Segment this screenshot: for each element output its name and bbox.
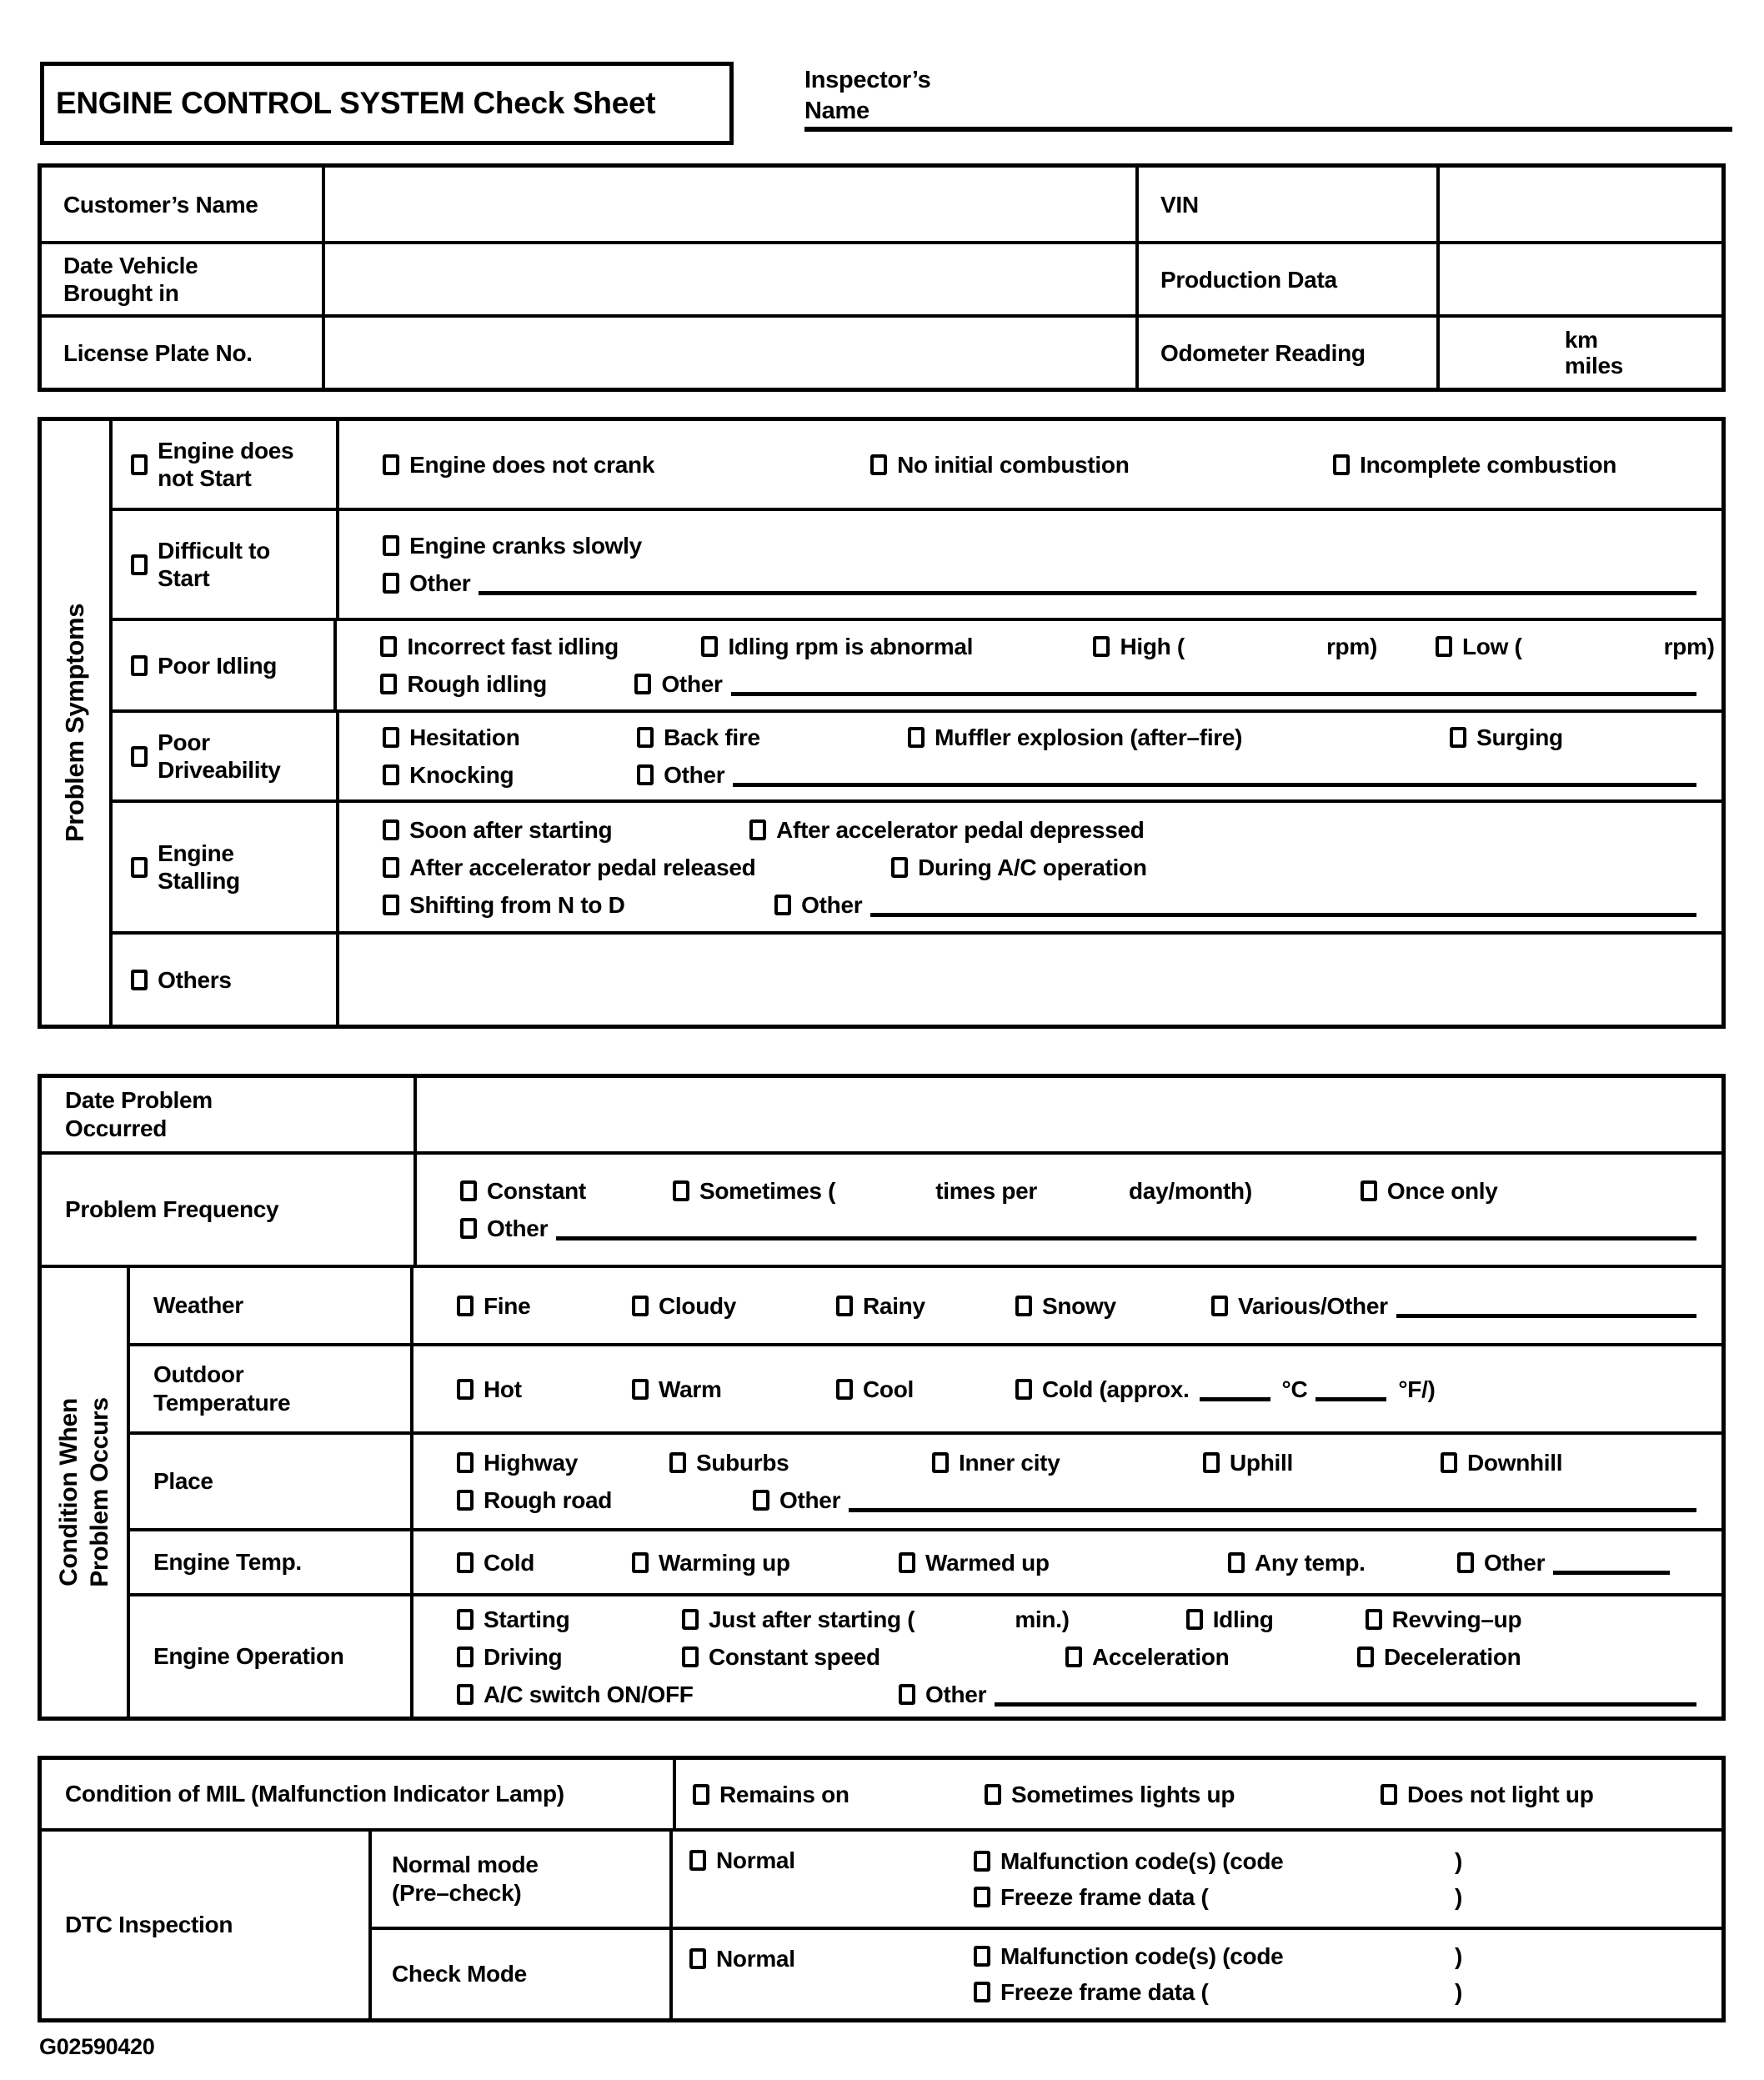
option-label: rpm) bbox=[1663, 634, 1715, 659]
write-in-line[interactable] bbox=[995, 1685, 1696, 1707]
field-label: Weather bbox=[153, 1292, 243, 1318]
checkbox-icon[interactable] bbox=[1015, 1296, 1032, 1316]
checkbox-icon[interactable] bbox=[682, 1646, 699, 1667]
checkbox-icon[interactable] bbox=[457, 1609, 474, 1630]
customer-info-table bbox=[38, 163, 1726, 392]
option-label: Other bbox=[664, 762, 725, 788]
field-label: Normal mode (Pre–check) bbox=[392, 1852, 539, 1906]
checkbox-icon[interactable] bbox=[383, 764, 399, 785]
checkbox-icon[interactable] bbox=[457, 1296, 474, 1316]
checkbox-icon[interactable] bbox=[457, 1452, 474, 1473]
option-label: High ( bbox=[1120, 634, 1185, 659]
option-label: During A/C operation bbox=[918, 854, 1147, 880]
option-label: After accelerator pedal released bbox=[409, 854, 756, 880]
category-engine-does-not-start bbox=[113, 421, 339, 508]
dtc-inspection-label-cell bbox=[42, 1832, 372, 2018]
checkbox-icon[interactable] bbox=[701, 636, 718, 657]
option-label: Snowy bbox=[1042, 1292, 1116, 1319]
field-label: Odometer Reading bbox=[1160, 339, 1366, 366]
engine-temp-label-cell bbox=[130, 1531, 413, 1593]
option-label: Constant speed bbox=[709, 1643, 880, 1670]
field-label: Production Data bbox=[1160, 266, 1337, 293]
option-label: Just after starting ( bbox=[709, 1606, 915, 1632]
option-label: Warm bbox=[659, 1376, 722, 1402]
weather-label-cell bbox=[130, 1268, 413, 1343]
option-label: Cold bbox=[484, 1549, 535, 1576]
option-label: Other bbox=[661, 671, 723, 697]
write-in-line[interactable] bbox=[479, 574, 1696, 595]
figure-code: G02590420 bbox=[39, 2034, 155, 2059]
checkbox-icon[interactable] bbox=[457, 1684, 474, 1705]
problem-symptoms-section-label: Problem Symptoms bbox=[60, 603, 90, 843]
option-label: ) bbox=[1455, 1884, 1463, 1910]
option-label: Highway bbox=[484, 1450, 579, 1476]
option-label: No initial combustion bbox=[897, 451, 1130, 478]
checkbox-icon[interactable] bbox=[383, 535, 399, 556]
checkbox-icon[interactable] bbox=[637, 764, 654, 785]
category-poor-idling bbox=[113, 621, 337, 709]
option-label: Remains on bbox=[719, 1781, 849, 1807]
problem-frequency-label-cell bbox=[42, 1155, 417, 1265]
option-label: Warmed up bbox=[925, 1549, 1050, 1576]
write-in-line[interactable] bbox=[1553, 1553, 1670, 1575]
checkbox-icon[interactable] bbox=[383, 573, 399, 594]
option-label: Sometimes ( bbox=[699, 1178, 836, 1204]
unit-km: km bbox=[1564, 327, 1598, 353]
condition-strip bbox=[42, 1268, 130, 1717]
option-label: Fine bbox=[484, 1292, 531, 1319]
checkbox-icon[interactable] bbox=[637, 727, 654, 748]
option-label: Normal bbox=[716, 1847, 795, 1873]
checkbox-icon[interactable] bbox=[753, 1490, 769, 1511]
mil-condition-label-cell bbox=[42, 1760, 676, 1828]
checkbox-icon[interactable] bbox=[1436, 636, 1452, 657]
field-label: Outdoor Temperature bbox=[153, 1361, 291, 1416]
checkbox-icon[interactable] bbox=[682, 1609, 699, 1630]
checkbox-icon[interactable] bbox=[899, 1552, 915, 1573]
option-label: Cold (approx. bbox=[1042, 1376, 1190, 1402]
option-label: Other bbox=[487, 1215, 549, 1241]
category-others bbox=[113, 935, 339, 1025]
odometer-label-cell bbox=[1139, 318, 1440, 388]
checkbox-icon[interactable] bbox=[131, 454, 148, 475]
checkbox-icon[interactable] bbox=[1065, 1646, 1082, 1667]
option-label: rpm) bbox=[1326, 634, 1377, 659]
field-label: Place bbox=[153, 1468, 213, 1494]
field-label: Engine Temp. bbox=[153, 1549, 302, 1575]
write-in-line[interactable] bbox=[733, 765, 1696, 787]
checkbox-icon[interactable] bbox=[1366, 1609, 1382, 1630]
field-label: Date Problem Occurred bbox=[65, 1087, 213, 1141]
page-title bbox=[40, 62, 734, 145]
checkbox-icon[interactable] bbox=[899, 1684, 915, 1705]
checkbox-icon[interactable] bbox=[457, 1490, 474, 1511]
outdoor-temperature-label-cell bbox=[130, 1346, 413, 1431]
option-label: Other bbox=[409, 570, 471, 596]
option-label: Any temp. bbox=[1255, 1549, 1366, 1576]
condition-section-label bbox=[53, 1397, 115, 1587]
date-brought-in-label-cell bbox=[42, 244, 325, 314]
checkbox-icon[interactable] bbox=[131, 655, 148, 676]
checkbox-icon[interactable] bbox=[689, 1948, 706, 1969]
field-label: VIN bbox=[1160, 191, 1199, 218]
option-label: Freeze frame data ( bbox=[1000, 1979, 1209, 2005]
option-label: Other bbox=[1484, 1549, 1546, 1576]
checkbox-icon[interactable] bbox=[460, 1180, 477, 1201]
category-label: Engine Stalling bbox=[158, 840, 240, 894]
field-label: Check Mode bbox=[392, 1961, 527, 1987]
checkbox-icon[interactable] bbox=[632, 1379, 649, 1400]
option-label: Engine cranks slowly bbox=[409, 533, 642, 559]
category-label: Others bbox=[158, 966, 232, 993]
option-label: Incomplete combustion bbox=[1360, 451, 1617, 478]
field-label: Date Vehicle Brought in bbox=[63, 253, 198, 306]
option-label: Rough road bbox=[484, 1487, 613, 1513]
checkbox-icon[interactable] bbox=[131, 746, 148, 767]
checkbox-icon[interactable] bbox=[1441, 1452, 1457, 1473]
option-label: After accelerator pedal depressed bbox=[776, 816, 1145, 843]
place-label-cell bbox=[130, 1435, 413, 1528]
write-in-line[interactable] bbox=[731, 674, 1696, 696]
checkbox-icon[interactable] bbox=[974, 1982, 990, 2002]
checkbox-icon[interactable] bbox=[870, 454, 887, 475]
option-label: times per bbox=[935, 1178, 1037, 1204]
checkbox-icon[interactable] bbox=[383, 727, 399, 748]
checkbox-icon[interactable] bbox=[1211, 1296, 1228, 1316]
checkbox-icon[interactable] bbox=[836, 1296, 853, 1316]
option-label: Suburbs bbox=[696, 1450, 789, 1476]
option-label: Engine does not crank bbox=[409, 451, 655, 478]
odometer-units bbox=[1565, 327, 1623, 378]
option-label: Other bbox=[925, 1681, 987, 1707]
checkbox-icon[interactable] bbox=[380, 636, 397, 657]
field-label: Engine Operation bbox=[153, 1643, 344, 1669]
checkbox-icon[interactable] bbox=[131, 554, 148, 575]
option-label: Deceleration bbox=[1384, 1643, 1521, 1670]
option-label: Rainy bbox=[863, 1292, 925, 1319]
license-plate-label-cell bbox=[42, 318, 325, 388]
option-label: Malfunction code(s) (code bbox=[1000, 1943, 1284, 1969]
option-label: Inner city bbox=[959, 1450, 1060, 1476]
checkbox-icon[interactable] bbox=[131, 970, 148, 990]
category-poor-driveability bbox=[113, 713, 339, 799]
option-label: Surging bbox=[1476, 724, 1563, 750]
check-mode-label-cell bbox=[372, 1930, 673, 2018]
field-label: Condition of MIL (Malfunction Indicator Lamp) bbox=[65, 1781, 564, 1807]
others-detail-input[interactable] bbox=[339, 935, 1721, 1025]
category-label: Poor Driveability bbox=[158, 729, 281, 783]
checkbox-icon[interactable] bbox=[836, 1379, 853, 1400]
option-label: °C bbox=[1281, 1376, 1308, 1402]
checkbox-icon[interactable] bbox=[1361, 1180, 1377, 1201]
option-label: min.) bbox=[1015, 1606, 1070, 1632]
option-label: Sometimes lights up bbox=[1011, 1781, 1235, 1807]
checkbox-icon[interactable] bbox=[457, 1379, 474, 1400]
checkbox-icon[interactable] bbox=[383, 819, 399, 840]
option-label: Back fire bbox=[664, 724, 760, 750]
option-label: Idling rpm is abnormal bbox=[728, 634, 974, 659]
option-label: Shifting from N to D bbox=[409, 891, 625, 918]
checkbox-icon[interactable] bbox=[380, 674, 397, 694]
checkbox-icon[interactable] bbox=[673, 1180, 689, 1201]
option-label: Uphill bbox=[1230, 1450, 1293, 1476]
customer-name-input[interactable] bbox=[325, 168, 1139, 241]
category-label: Poor Idling bbox=[158, 652, 278, 679]
customer-name-label-cell bbox=[42, 168, 325, 241]
option-label: Knocking bbox=[409, 762, 514, 788]
production-data-input[interactable] bbox=[1440, 244, 1721, 314]
inspector-name-block bbox=[804, 67, 1732, 132]
checkbox-icon[interactable] bbox=[1450, 727, 1466, 748]
option-label: Low ( bbox=[1461, 634, 1522, 659]
write-in-line[interactable] bbox=[1200, 1380, 1270, 1401]
checkbox-icon[interactable] bbox=[383, 895, 399, 915]
problem-symptoms-table bbox=[38, 417, 1726, 1029]
write-in-line[interactable] bbox=[870, 895, 1696, 917]
vin-label-cell bbox=[1139, 168, 1440, 241]
write-in-line[interactable] bbox=[1396, 1296, 1696, 1318]
engine-operation-label-cell bbox=[130, 1596, 413, 1717]
checkbox-icon[interactable] bbox=[457, 1552, 474, 1573]
field-label: Problem Frequency bbox=[65, 1196, 279, 1222]
option-label: Rough idling bbox=[407, 671, 547, 697]
option-label: °F/) bbox=[1398, 1376, 1436, 1402]
field-label: DTC Inspection bbox=[65, 1912, 233, 1937]
date-problem-label-cell bbox=[42, 1078, 417, 1151]
option-label: Driving bbox=[484, 1643, 563, 1670]
checkbox-icon[interactable] bbox=[1457, 1552, 1474, 1573]
condition-label-line2: Problem Occurs bbox=[86, 1397, 113, 1587]
checkbox-icon[interactable] bbox=[1381, 1784, 1397, 1805]
checkbox-icon[interactable] bbox=[383, 454, 399, 475]
page-title-text: ENGINE CONTROL SYSTEM Check Sheet bbox=[56, 86, 656, 120]
checkbox-icon[interactable] bbox=[131, 857, 148, 878]
checkbox-icon[interactable] bbox=[1186, 1609, 1203, 1630]
date-problem-input[interactable] bbox=[417, 1078, 1721, 1151]
checkbox-icon[interactable] bbox=[1228, 1552, 1245, 1573]
checkbox-icon[interactable] bbox=[908, 727, 925, 748]
checkbox-icon[interactable] bbox=[634, 674, 651, 694]
option-label: Hot bbox=[484, 1376, 522, 1402]
problem-symptoms-strip bbox=[42, 421, 113, 1025]
option-label: Various/Other bbox=[1238, 1292, 1388, 1319]
option-label: day/month) bbox=[1129, 1178, 1252, 1204]
field-label: License Plate No. bbox=[63, 339, 253, 366]
write-in-line[interactable] bbox=[556, 1219, 1696, 1240]
checkbox-icon[interactable] bbox=[891, 857, 908, 878]
option-label: Freeze frame data ( bbox=[1000, 1884, 1209, 1910]
option-label: ) bbox=[1455, 1848, 1463, 1874]
checkbox-icon[interactable] bbox=[932, 1452, 949, 1473]
option-label: Warming up bbox=[659, 1549, 790, 1576]
occurrence-table bbox=[38, 1074, 1726, 1721]
option-label: Idling bbox=[1212, 1606, 1274, 1632]
checkbox-icon[interactable] bbox=[1203, 1452, 1220, 1473]
checkbox-icon[interactable] bbox=[1357, 1646, 1374, 1667]
unit-miles: miles bbox=[1564, 353, 1623, 378]
option-label: Constant bbox=[487, 1178, 586, 1204]
option-label: Cloudy bbox=[659, 1292, 737, 1319]
checkbox-icon[interactable] bbox=[689, 1850, 706, 1871]
checkbox-icon[interactable] bbox=[1015, 1379, 1032, 1400]
option-label: Cool bbox=[863, 1376, 915, 1402]
inspector-name-input[interactable] bbox=[804, 95, 1732, 132]
write-in-line[interactable] bbox=[1315, 1380, 1386, 1401]
option-label: ) bbox=[1455, 1979, 1463, 2005]
production-data-label-cell bbox=[1139, 244, 1440, 314]
odometer-input[interactable] bbox=[1440, 318, 1721, 388]
checkbox-icon[interactable] bbox=[749, 819, 766, 840]
vin-input[interactable] bbox=[1440, 168, 1721, 241]
checkbox-icon[interactable] bbox=[974, 1851, 990, 1872]
checkbox-icon[interactable] bbox=[632, 1296, 649, 1316]
option-label: A/C switch ON/OFF bbox=[484, 1681, 694, 1707]
option-label: Other bbox=[801, 891, 863, 918]
option-label: Other bbox=[779, 1487, 841, 1513]
category-label: Difficult to Start bbox=[158, 538, 270, 591]
option-label: Once only bbox=[1386, 1178, 1498, 1204]
option-label: Normal bbox=[716, 1946, 795, 1972]
option-label: Muffler explosion (after–fire) bbox=[935, 724, 1243, 750]
checkbox-icon[interactable] bbox=[1093, 636, 1110, 657]
checkbox-icon[interactable] bbox=[774, 895, 791, 915]
option-label: Starting bbox=[484, 1606, 570, 1632]
checkbox-icon[interactable] bbox=[693, 1784, 709, 1805]
inspector-label-line2: Name bbox=[804, 98, 869, 124]
inspector-label-line1: Inspector’s bbox=[804, 67, 931, 93]
option-label: Hesitation bbox=[409, 724, 520, 750]
option-label: ) bbox=[1455, 1943, 1463, 1969]
normal-mode-label-cell bbox=[372, 1832, 673, 1927]
field-label: Customer’s Name bbox=[63, 191, 258, 218]
checkbox-icon[interactable] bbox=[632, 1552, 649, 1573]
mil-dtc-table bbox=[38, 1756, 1726, 2022]
category-engine-stalling bbox=[113, 803, 339, 931]
date-brought-in-input[interactable] bbox=[325, 244, 1139, 314]
option-label: Downhill bbox=[1467, 1450, 1563, 1476]
license-plate-input[interactable] bbox=[325, 318, 1139, 388]
checkbox-icon[interactable] bbox=[460, 1218, 477, 1239]
option-label: Acceleration bbox=[1092, 1643, 1230, 1670]
write-in-line[interactable] bbox=[849, 1491, 1696, 1512]
checkbox-icon[interactable] bbox=[974, 1887, 990, 1907]
category-difficult-to-start bbox=[113, 511, 339, 618]
checkbox-icon[interactable] bbox=[383, 857, 399, 878]
option-label: Does not light up bbox=[1407, 1781, 1594, 1807]
option-label: Malfunction code(s) (code bbox=[1000, 1848, 1284, 1874]
checkbox-icon[interactable] bbox=[669, 1452, 686, 1473]
checkbox-icon[interactable] bbox=[1333, 454, 1350, 475]
option-label: Soon after starting bbox=[409, 816, 613, 843]
checkbox-icon[interactable] bbox=[985, 1784, 1001, 1805]
condition-label-line1: Condition When bbox=[55, 1398, 83, 1586]
category-label: Engine does not Start bbox=[158, 438, 294, 491]
checkbox-icon[interactable] bbox=[457, 1646, 474, 1667]
option-label: Incorrect fast idling bbox=[407, 634, 619, 659]
option-label: Revving–up bbox=[1391, 1606, 1522, 1632]
checkbox-icon[interactable] bbox=[974, 1946, 990, 1967]
